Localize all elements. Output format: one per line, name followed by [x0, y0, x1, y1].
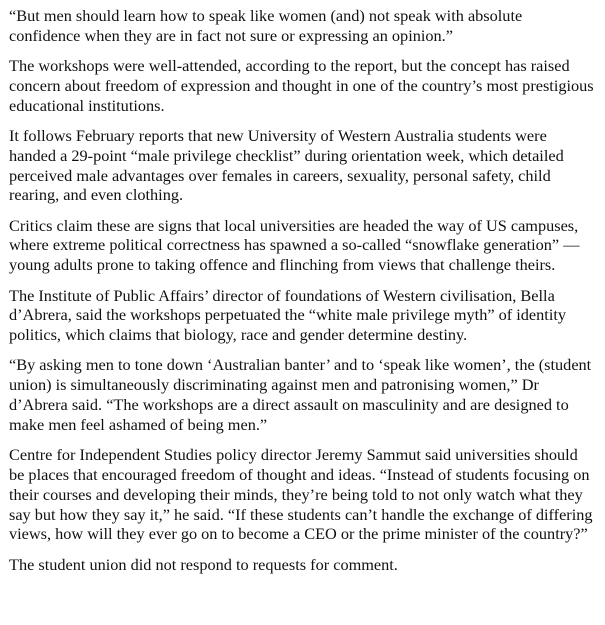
article-paragraph-1: “But men should learn how to speak like women (and) not speak with absolute confidence when they are in fact not sure or expressing an opinion.” — [9, 6, 523, 45]
article-paragraph-3: It follows February reports that new University of Western Australia students were handed a 29-point “male privilege checklist” during orientation week, which detailed perceived male advantages over females in careers, sexuality, personal safety, child rearing, and even clothing. — [9, 125, 564, 205]
article-paragraph-4: Critics claim these are signs that local universities are headed the way of US campuses, where extreme political correctness has spawned a so-called “snowflake generation” — young adults prone to taking offence and flinching from views that challenge theirs. — [9, 215, 580, 275]
article-paragraph-2: The workshops were well-attended, according to the report, but the concept has raised concern about freedom of expression and thought in one of the country’s most prestigious educational institutions. — [9, 56, 594, 115]
article-paragraph-5: The Institute of Public Affairs’ director of foundations of Western civilisation, Bella d’Abrera, said the workshops perpetuated the “white male privilege myth” of identity politics, which claims that biology, race and gender determine destiny. — [9, 285, 567, 345]
article-paragraph-7: Centre for Independent Studies policy director Jeremy Sammut said universities should be places that encouraged freedom of thought and ideas. “Instead of students focusing on their courses and developing their minds, they’re being told to not only watch what they say but how they say it,” he said. “If these students can’t handle the exchange of differing views, how will they ever go on to become a CEO or the prime minister of the country?” — [9, 445, 593, 544]
article-paragraph-8: The student union did not respond to requests for comment. — [9, 554, 398, 574]
article-paragraph-6: “By asking men to tone down ‘Australian banter’ and to ‘speak like women’, the (student union) is simultaneously discriminating against men and patronising women,” Dr d’Abrera said. “The workshops are a direct assault on masculinity and are designed to make men feel ashamed of being men.” — [9, 355, 592, 434]
